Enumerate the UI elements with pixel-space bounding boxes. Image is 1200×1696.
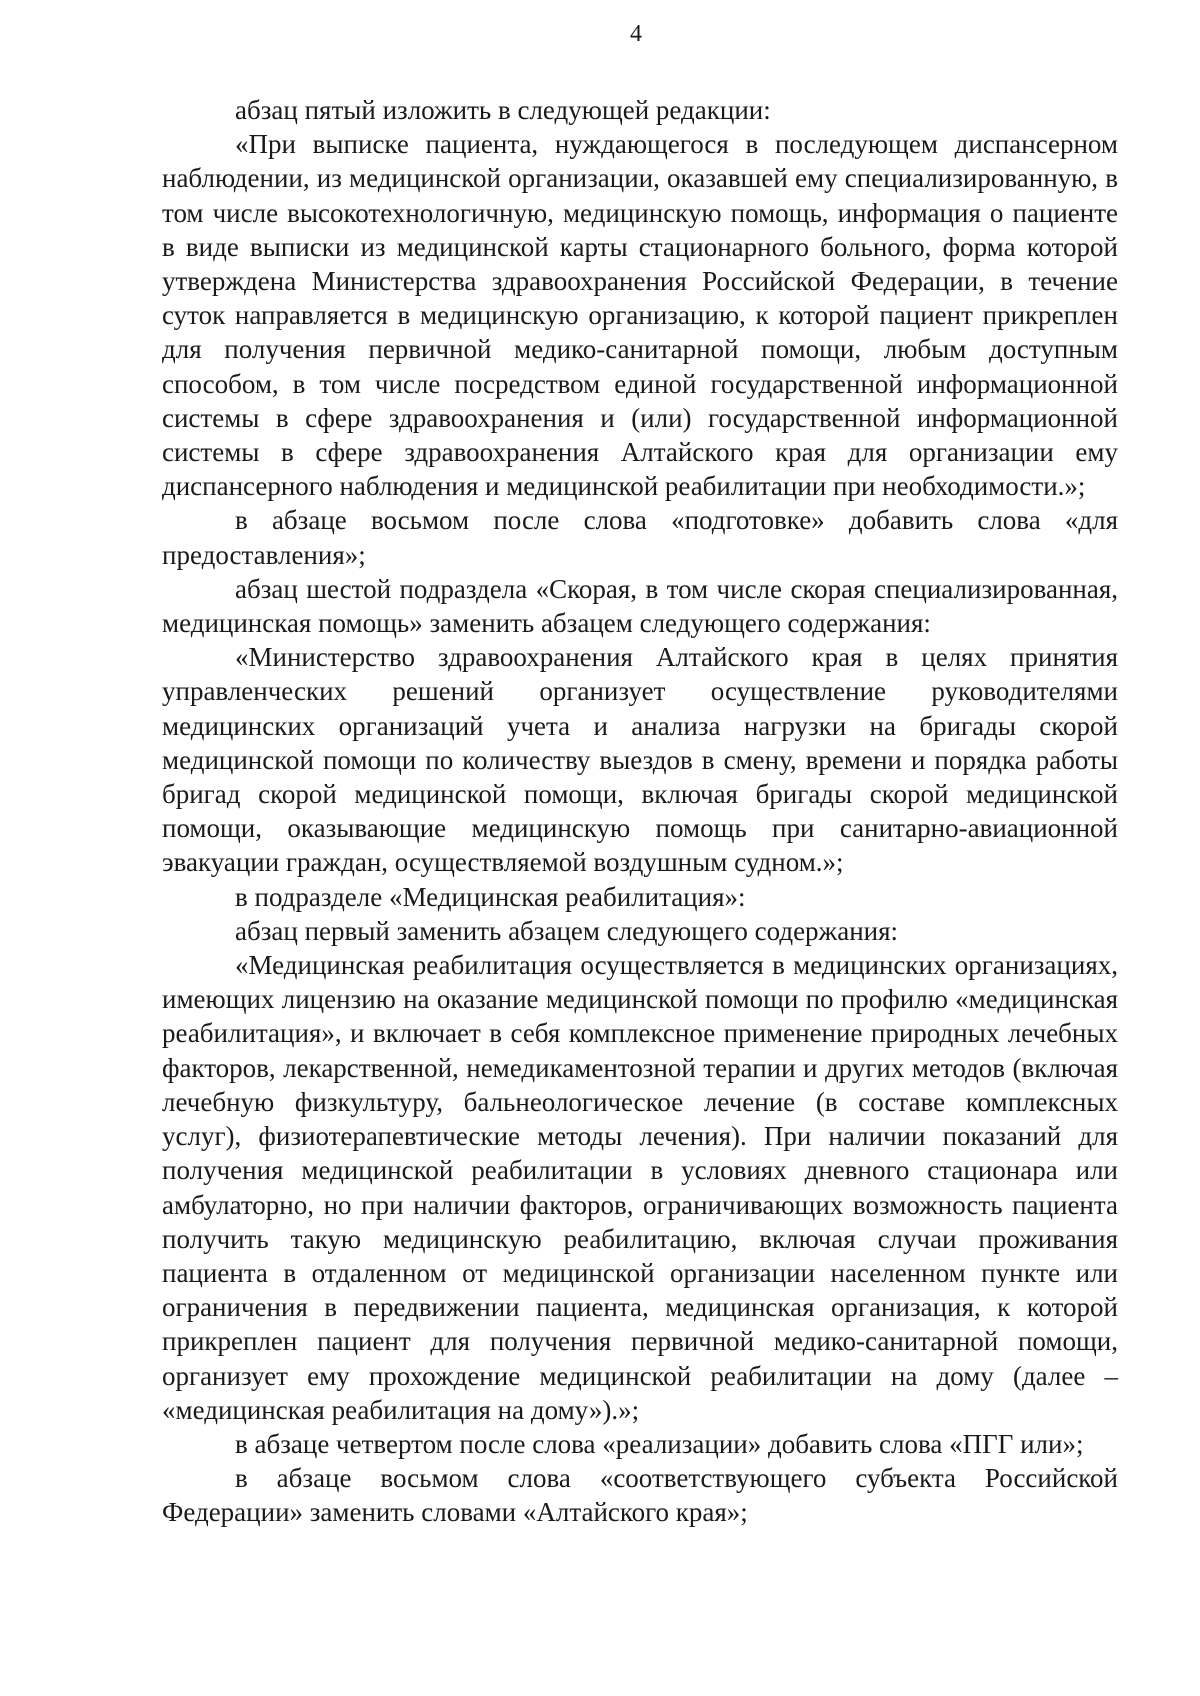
paragraph-5: «Министерство здравоохранения Алтайского края в целях принятия управленческих решений организует осуществление руководителями медицинских организаций учета и анализа нагрузки на бригады скорой медицинской помощи по количеству выездов в смену, времени и порядка работы бригад скорой медицинской помощи, включая бригады скорой медицинской помощи, оказывающие медицинскую помощь при санитарно-авиационной эвакуации граждан, осуществляемой воздушным судном.»; <box>162 642 1118 878</box>
paragraph-9: в абзаце четвертом после слова «реализации» добавить слова «ПГГ или»; <box>235 1428 1084 1459</box>
document-body <box>162 93 1118 1530</box>
paragraph-3: в абзаце восьмом после слова «подготовке» добавить слова «для предоставления»; <box>162 505 1118 570</box>
paragraph-7: абзац первый заменить абзацем следующего содержания: <box>235 915 899 946</box>
paragraph-1: абзац пятый изложить в следующей редакции: <box>235 95 771 125</box>
paragraph-6: в подразделе «Медицинская реабилитация»: <box>235 881 746 912</box>
paragraph-10: в абзаце восьмом слова «соответствующего субъекта Российской Федерации» заменить словами «Алтайского края»; <box>162 1463 1118 1528</box>
paragraph-8: «Медицинская реабилитация осуществляется в медицинских организациях, имеющих лицензию на оказание медицинской помощи по профилю «медицинская реабилитация», и включает в себя комплексное применение природных лечебных факторов, лекарственной, немедикаментозной терапии и других методов (включая лечебную физкультуру, бальнеологическое лечение (в составе комплексных услуг), физиотерапевтические методы лечения). При наличии показаний для получения медицинской реабилитации в условиях дневного стационара или амбулаторно, но при наличии факторов, ограничивающих возможность пациента получить такую медицинскую реабилитацию, включая случаи проживания пациента в отдаленном от медицинской организации населенном пункте или ограничения в передвижении пациента, медицинская организация, к которой прикреплен пациент для получения первичной медико-санитарной помощи, организует ему прохождение медицинской реабилитации на дому (далее – «медицинская реабилитация на дому»).»; <box>162 950 1118 1425</box>
paragraph-2: «При выписке пациента, нуждающегося в последующем диспансерном наблюдении, из медицинской организации, оказавшей ему специализированную, в том числе высокотехнологичную, медицинскую помощь, информация о пациенте в виде выписки из медицинской карты стационарного больного, форма которой утверждена Министерства здравоохранения Российской Федерации, в течение суток направляется в медицинскую организацию, к которой пациент прикреплен для получения первичной медико-санитарной помощи, любым доступным способом, в том числе посредством единой государственной информационной системы в сфере здравоохранения и (или) государственной информационной системы в сфере здравоохранения Алтайского края для организации ему диспансерного наблюдения и медицинской реабилитации при необходимости.»; <box>162 129 1118 502</box>
paragraph-4: абзац шестой подраздела «Скорая, в том числе скорая специализированная, медицинская помощь» заменить абзацем следующего содержания: <box>162 573 1118 639</box>
page-number: 4 <box>630 21 642 47</box>
